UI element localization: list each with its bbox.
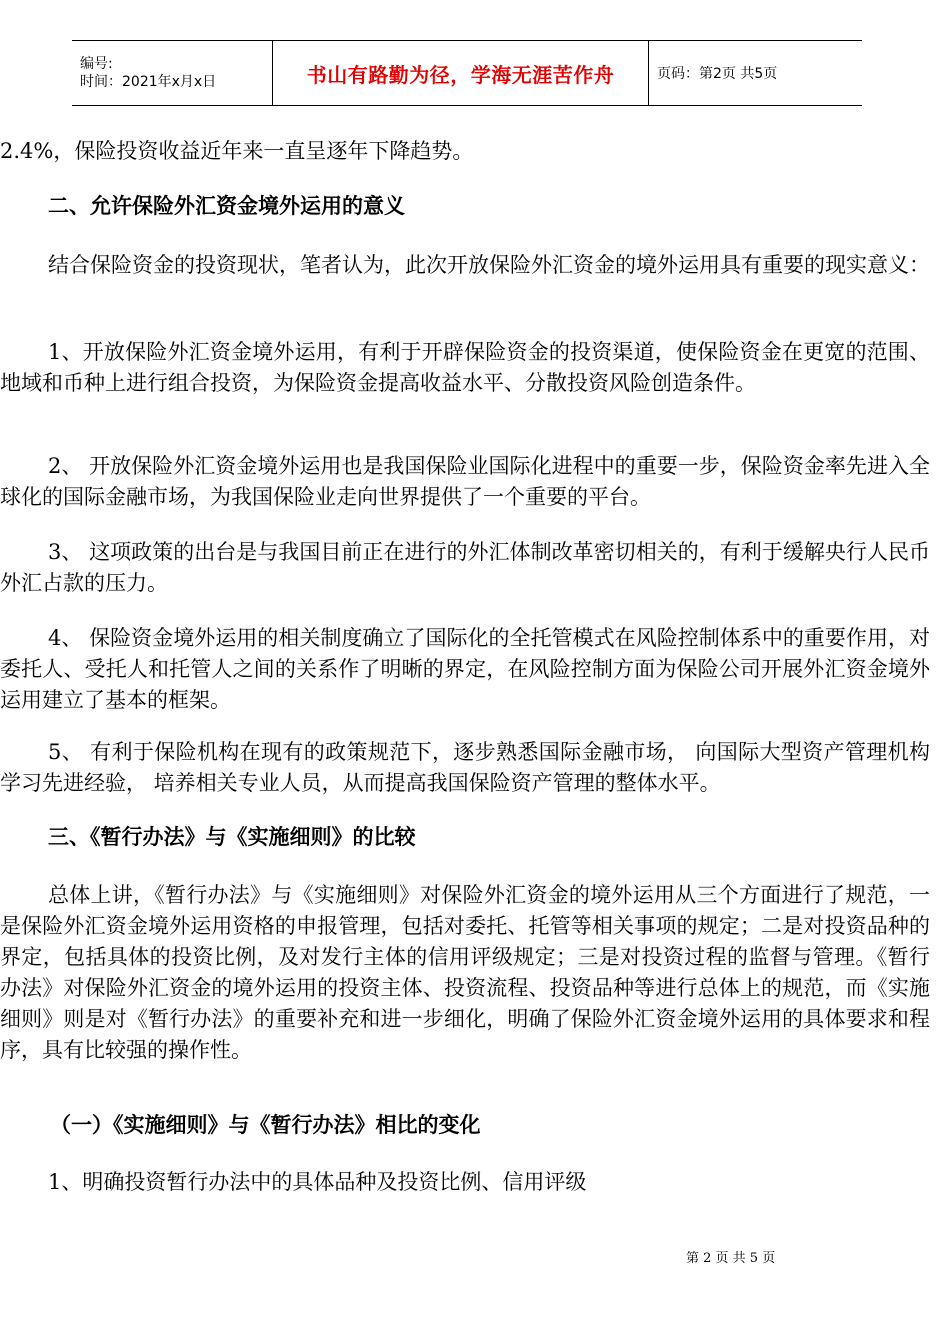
section-heading-2: 二、允许保险外汇资金境外运用的意义 (48, 194, 405, 218)
paragraph: 1、明确投资暂行办法中的具体品种及投资比例、信用评级 (48, 1170, 587, 1194)
paragraph: 1、开放保险外汇资金境外运用，有利于开辟保险资金的投资渠道，使保险资金在更宽的范围、地域和币种上进行组合投资，为保险资金提高收益水平、分散投资风险创造条件。 (0, 340, 930, 395)
document-time-label: 时间：2021年x月x日 (80, 74, 217, 90)
paragraph: 4、 保险资金境外运用的相关制度确立了国际化的全托管模式在风险控制体系中的重要作用，对委托人、受托人和托管人之间的关系作了明晰的界定，在风险控制方面为保险公司开展外汇资金境外运用建立了基本的框架。 (0, 626, 930, 712)
document-number-label: 编号: (80, 56, 113, 72)
paragraph: 3、 这项政策的出台是与我国目前正在进行的外汇体制改革密切相关的，有利于缓解央行人民币外汇占款的压力。 (0, 540, 930, 595)
subsection-heading: （一）《实施细则》与《暂行办法》相比的变化 (50, 1113, 481, 1137)
section-heading-3: 三、《暂行办法》与《实施细则》的比较 (48, 825, 416, 849)
page-header (72, 40, 862, 106)
page-footer: 第 2 页 共 5 页 (686, 1251, 776, 1266)
paragraph: 2、 开放保险外汇资金境外运用也是我国保险业国际化进程中的重要一步，保险资金率先进入全球化的国际金融市场，为我国保险业走向世界提供了一个重要的平台。 (0, 454, 930, 509)
paragraph: 总体上讲，《暂行办法》与《实施细则》对保险外汇资金的境外运用从三个方面进行了规范，一是保险外汇资金境外运用资格的申报管理，包括对委托、托管等相关事项的规定；二是对投资品种的界定，包括具体的投资比例，及对发行主体的信用评级规定；三是对投资过程的监督与管理。《暂行办法》对保险外汇资金的境外运用的投资主体、投资流程、投资品种等进行总体上的规范，而《实施细则》则是对《暂行办法》的重要补充和进一步细化，明确了保险外汇资金境外运用的具体要求和程序，具有比较强的操作性。 (0, 883, 930, 1062)
paragraph: 结合保险资金的投资现状，笔者认为，此次开放保险外汇资金的境外运用具有重要的现实意义： (48, 253, 930, 277)
header-meta (72, 41, 273, 105)
paragraph: 5、 有利于保险机构在现有的政策规范下，逐步熟悉国际金融市场， 向国际大型资产管理机构学习先进经验， 培养相关专业人员，从而提高我国保险资产管理的整体水平。 (0, 740, 930, 795)
header-motto: 书山有路勤为径，学海无涯苦作舟 (273, 41, 649, 105)
header-page-number: 页码：第2页 共5页 (657, 66, 778, 82)
paragraph: 2.4%，保险投资收益近年来一直呈逐年下降趋势。 (0, 139, 474, 163)
